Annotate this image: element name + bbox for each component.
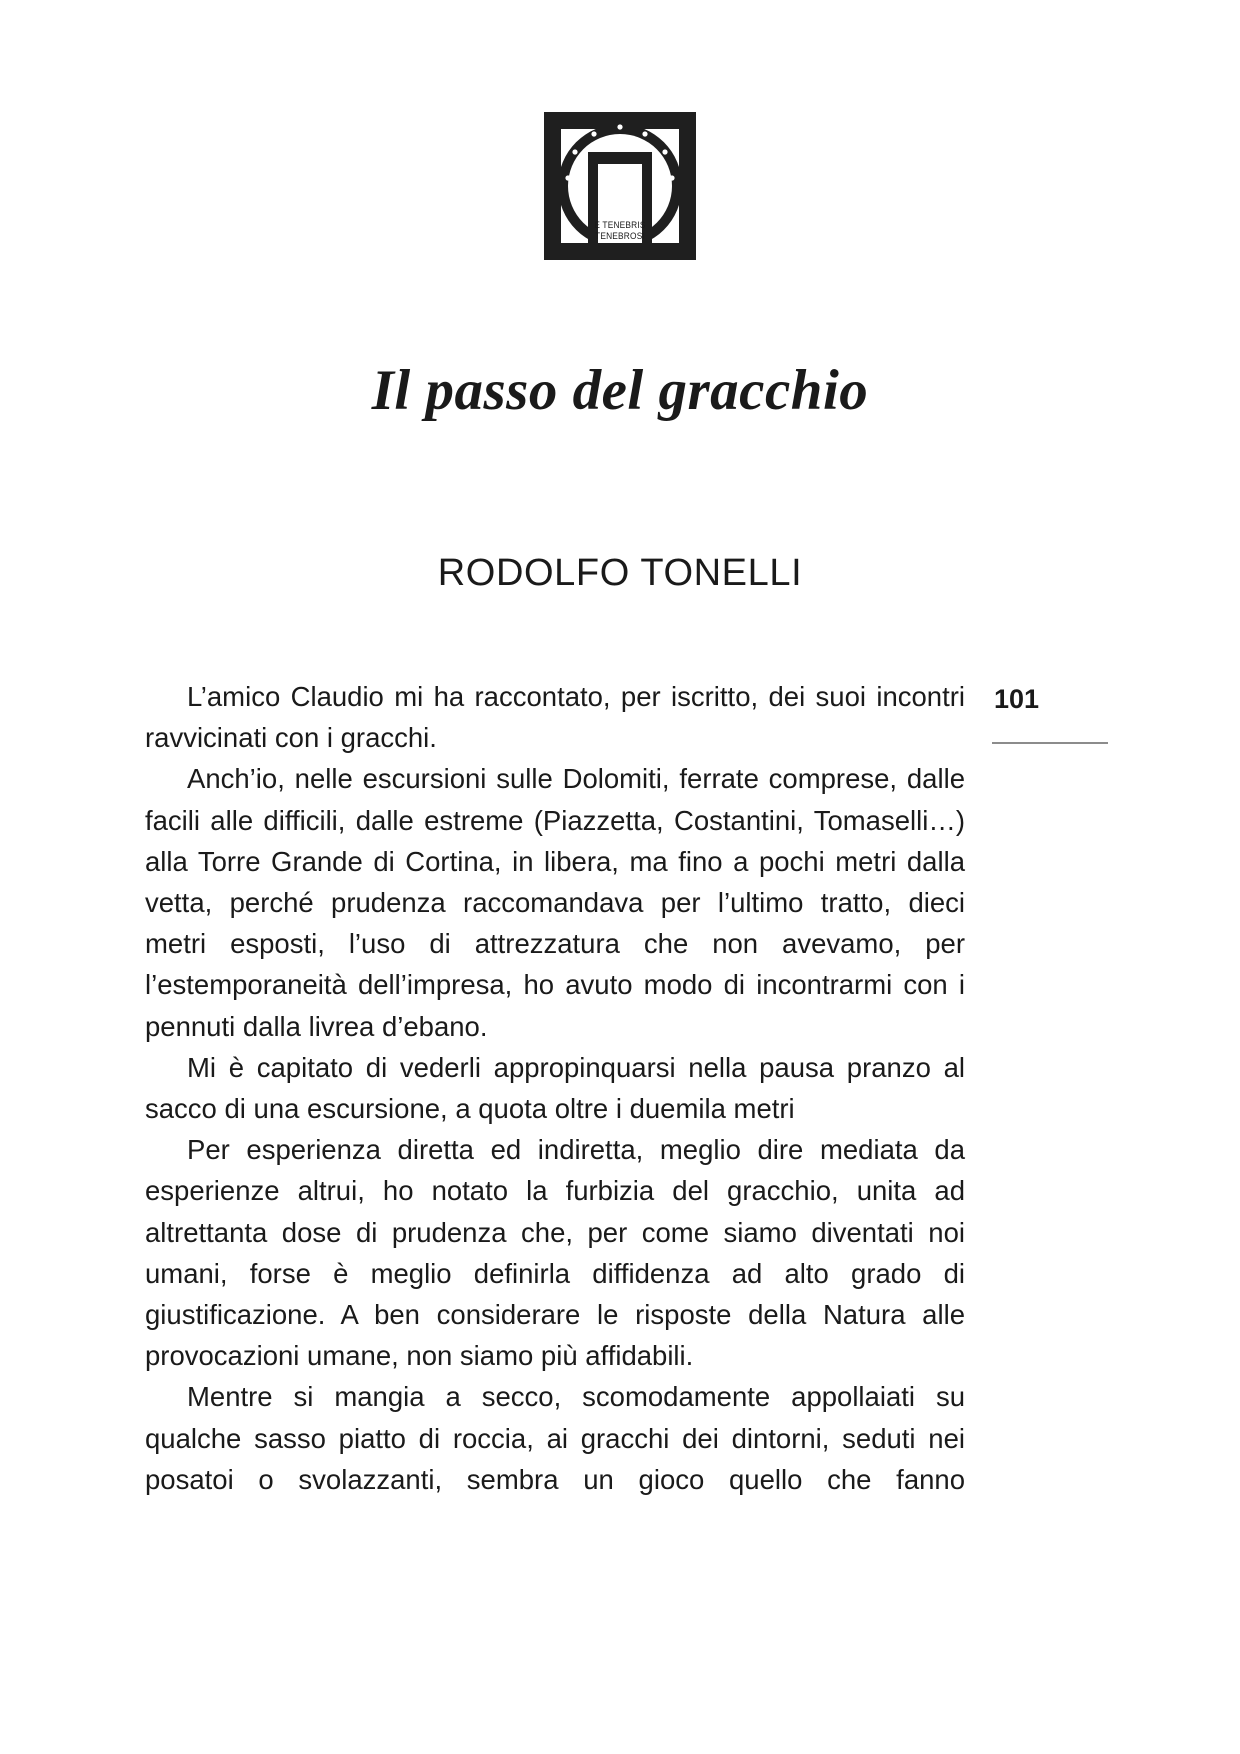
page-number-rule bbox=[992, 742, 1108, 744]
body-paragraph: Anch’io, nelle escursioni sulle Dolomiti, ferrate comprese, dalle facili alle difficili, dalle estreme (Piazzetta, Costantini, Tomaselli…) alla Torre Grande di Cortina, in libera, ma fino a pochi metri dalla vetta, perché prudenza raccomandava per l’ultimo tratto, dieci metri esposti, l’uso di attrezzatura che non avevamo, per l’estemporaneità dell’impresa, ho avuto modo di incontrarmi con i pennuti dalla livrea d’ebano. bbox=[145, 763, 965, 1042]
page-number: 101 bbox=[994, 684, 1040, 714]
body-paragraph: Per esperienza diretta ed indiretta, meglio dire mediata da esperienze altrui, ho notato la furbizia del gracchio, unita ad altrettanta dose di prudenza che, per come siamo diventati noi umani, forse è meglio definirla diffidenza ad alto grado di giustificazione. A ben considerare le risposte della Natura alle provocazioni umane, non siamo più affidabili. bbox=[145, 1134, 965, 1372]
emblem-motto-line-1: E TENEBRIS bbox=[594, 220, 646, 231]
emblem-motto bbox=[583, 221, 657, 242]
emblem-motto-line-2: TENEBROSI bbox=[595, 230, 645, 242]
publisher-emblem bbox=[544, 112, 696, 260]
body-paragraph: Mi è capitato di vederli appropinquarsi nella pausa pranzo al sacco di una escursione, a quota oltre i duemila metri bbox=[145, 1051, 965, 1125]
body-paragraph: L’amico Claudio mi ha raccontato, per iscritto, dei suoi incontri ravvicinati con i gracchi. bbox=[145, 681, 965, 754]
page-title: Il passo del gracchio bbox=[371, 359, 869, 422]
body-paragraph: Mentre si mangia a secco, scomodamente appollaiati su qualche sasso piatto di roccia, ai gracchi dei dintorni, seduti nei posatoi o svolazzanti, sembra un gioco quello che fanno bbox=[145, 1381, 965, 1495]
author-name: RODOLFO TONELLI bbox=[437, 552, 803, 594]
publisher-logo-container bbox=[0, 112, 1240, 260]
body-text-column bbox=[145, 676, 965, 1500]
